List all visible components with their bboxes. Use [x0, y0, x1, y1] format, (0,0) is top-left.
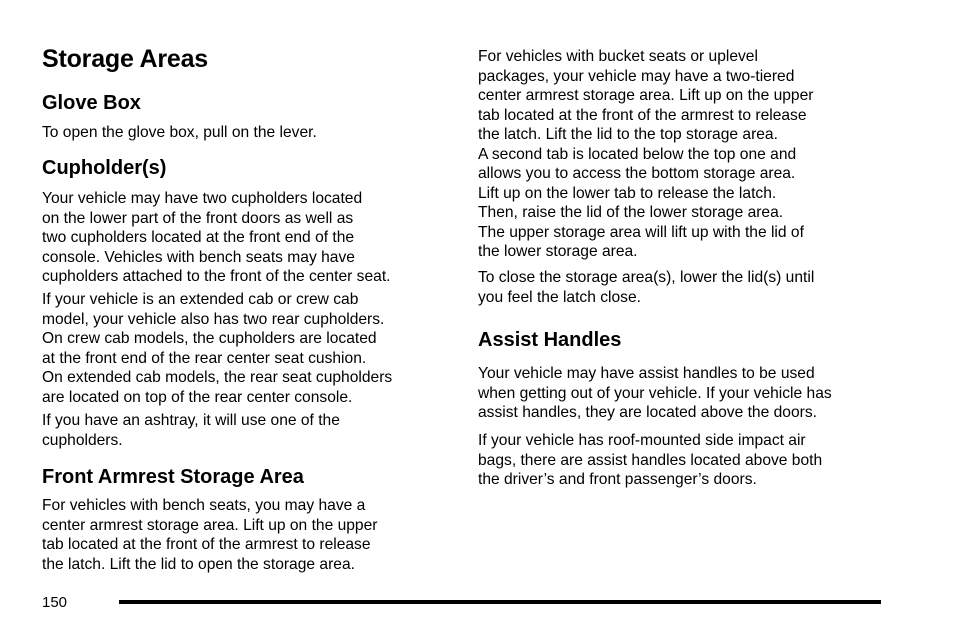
- assist-handles-paragraph-2: If your vehicle has roof-mounted side impact air bags, there are assist handles located above both the driver’s and front passenger’s doors.: [478, 432, 823, 488]
- cupholders-paragraph-2: If your vehicle is an extended cab or crew cab model, your vehicle also has two rear cupholders. On crew cab models, the cupholders are located at the front end of the rear center seat cushion. On extended cab models, the rear seat cupholders are located on top of the rear center console.: [42, 291, 393, 406]
- footer-rule: [119, 600, 881, 604]
- armrest-continued-paragraph-1: For vehicles with bucket seats or uplevel packages, your vehicle may have a two-tiered center armrest storage area. Lift up on the upper tab located at the front of the armrest to release the latch. Lift the lid to the top storage area. A second tab is located below the top one and allows you to access the bottom storage area. Lift up on the lower tab to release the latch. Then, raise the lid of the lower storage area. The upper storage area will lift up with the lid of the lower storage area.: [478, 48, 814, 260]
- heading-glove-box: Glove Box: [42, 92, 141, 114]
- heading-front-armrest: Front Armrest Storage Area: [42, 466, 304, 488]
- heading-assist-handles: Assist Handles: [478, 329, 622, 351]
- front-armrest-paragraph-1: For vehicles with bench seats, you may have a center armrest storage area. Lift up on the upper tab located at the front of the armrest to release the latch. Lift the lid to open the storage area.: [42, 497, 378, 573]
- cupholders-paragraph-3: If you have an ashtray, it will use one of the cupholders.: [42, 412, 340, 449]
- page-title: Storage Areas: [42, 45, 208, 73]
- page-number: 150: [42, 594, 68, 611]
- armrest-continued-paragraph-2: To close the storage area(s), lower the lid(s) until you feel the latch close.: [478, 269, 815, 306]
- heading-cupholders: Cupholder(s): [42, 157, 167, 179]
- glove-box-text: To open the glove box, pull on the lever.: [42, 124, 317, 141]
- assist-handles-paragraph-1: Your vehicle may have assist handles to be used when getting out of your vehicle. If your vehicle has assist handles, they are located above the doors.: [478, 365, 832, 421]
- cupholders-paragraph-1: Your vehicle may have two cupholders located on the lower part of the front doors as well as two cupholders located at the front end of the console. Vehicles with bench seats may have cupholders attached to the front of the center seat.: [42, 190, 391, 285]
